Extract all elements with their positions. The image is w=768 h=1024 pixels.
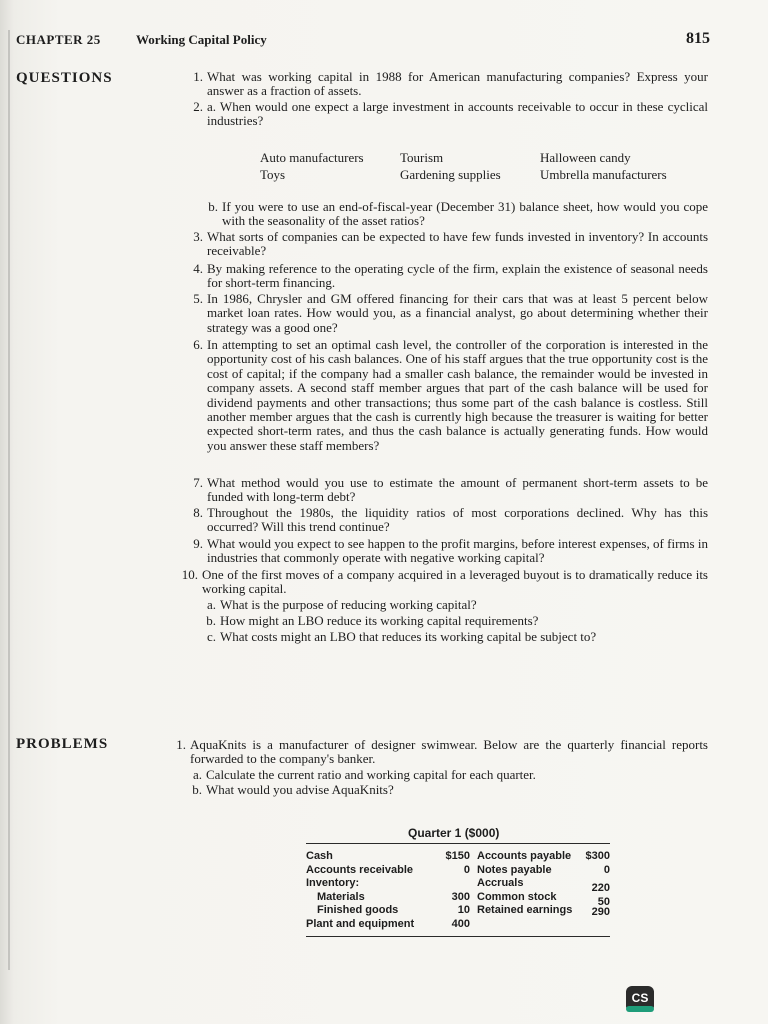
question-item xyxy=(193,536,708,566)
industry-item: Tourism xyxy=(400,150,444,165)
liability-label: Common stock xyxy=(477,890,557,903)
question-item xyxy=(193,337,708,453)
question-item xyxy=(206,597,708,612)
problem-item xyxy=(192,782,708,797)
asset-value: 0 xyxy=(463,863,470,876)
asset-label: Finished goods xyxy=(317,904,399,916)
industry-item: Halloween candy xyxy=(540,150,631,165)
liability-value: 0 xyxy=(603,863,610,876)
question-item xyxy=(193,99,708,129)
problem-text: Calculate the current ratio and working capital for each quarter. xyxy=(206,767,536,782)
liability-value: 290 xyxy=(591,906,610,918)
question-number: c. xyxy=(206,629,216,644)
question-number: 1. xyxy=(193,69,203,84)
question-text: One of the first moves of a company acquired in a leveraged buyout is to dramatically reduce its working capital. xyxy=(202,567,708,597)
liability-label: Accruals xyxy=(477,877,524,889)
question-number: 8. xyxy=(193,505,203,520)
question-text: Throughout the 1980s, the liquidity ratios of most corporations declined. Why has this occurred? Will this trend continue? xyxy=(207,505,708,535)
industry-item: Gardening supplies xyxy=(400,167,501,182)
industry-item: Auto manufacturers xyxy=(260,150,364,165)
chapter-title: Working Capital Policy xyxy=(136,32,267,47)
asset-label: Cash xyxy=(306,850,333,862)
question-number: b. xyxy=(206,613,216,628)
industry-item: Toys xyxy=(260,167,286,182)
problem-number: 1. xyxy=(176,737,186,752)
question-item xyxy=(181,567,708,597)
asset-label: Accounts receivable xyxy=(306,863,413,876)
liability-label: Notes payable xyxy=(477,863,552,876)
problem-number: b. xyxy=(192,782,202,797)
problem-item xyxy=(176,737,708,767)
asset-label: Inventory: xyxy=(306,877,360,889)
liability-value: $300 xyxy=(585,850,610,862)
question-text: What sorts of companies can be expected to have few funds invested in inventory? In accounts receivable? xyxy=(207,229,708,259)
industry-item: Umbrella manufacturers xyxy=(540,167,667,182)
questions-heading: QUESTIONS xyxy=(16,70,113,86)
question-item xyxy=(193,229,708,259)
asset-value: 300 xyxy=(451,890,470,903)
question-text: What is the purpose of reducing working capital? xyxy=(220,597,477,612)
question-text: a. When would one expect a large investment in accounts receivable to occur in these cyclical industries? xyxy=(207,99,708,129)
page-number: 815 xyxy=(686,30,710,47)
logo-text: CS xyxy=(631,991,649,1005)
question-text: What method would you use to estimate the amount of permanent short-term assets to be funded with long-term debt? xyxy=(207,475,708,505)
question-text: What was working capital in 1988 for American manufacturing companies? Express your answer as a fraction of assets. xyxy=(207,69,708,99)
question-item xyxy=(193,505,708,535)
page-gutter-shadow xyxy=(8,30,10,970)
table-title: Quarter 1 ($000) xyxy=(408,826,500,840)
question-number: 7. xyxy=(193,475,203,490)
problem-item xyxy=(192,767,708,782)
question-text: If you were to use an end-of-fiscal-year (December 31) balance sheet, how would you cope with the seasonality of the asset ratios? xyxy=(222,199,708,229)
question-text: By making reference to the operating cycle of the firm, explain the existence of seasonal needs for short-term financing. xyxy=(207,261,708,291)
problem-number: a. xyxy=(192,767,202,782)
problem-text: What would you advise AquaKnits? xyxy=(206,782,394,797)
problems-heading: PROBLEMS xyxy=(16,736,109,752)
question-item xyxy=(193,475,708,505)
question-item xyxy=(206,613,708,628)
question-text: In attempting to set an optimal cash level, the controller of the corporation is interested in the opportunity cost of his cash balances. One of his staff argues that the true opportunity cost is the cost of capital; if the company had a smaller cash balance, the remainder would be invested in company assets. A second staff member argues that part of the cash balance will be used for dividend payments and other transactions; thus some part of the cash balance is costless. Still another member argues that the cash is currently high because the treasurer is waiting for better expected short-term rates, and thus the cash balance is actually generating funds. How would you answer these staff members? xyxy=(207,337,708,453)
asset-value: 10 xyxy=(457,904,470,916)
question-number: 6. xyxy=(193,337,203,352)
question-text: What costs might an LBO that reduces its working capital be subject to? xyxy=(220,629,597,644)
question-item xyxy=(208,199,708,229)
liability-value: 50 xyxy=(597,895,610,908)
asset-value: 400 xyxy=(451,917,470,930)
asset-label: Materials xyxy=(317,890,365,903)
question-number: 3. xyxy=(193,229,203,244)
chapter-label: CHAPTER 25 xyxy=(16,32,101,47)
asset-value: $150 xyxy=(445,850,470,862)
liability-value: 220 xyxy=(591,882,610,894)
liability-label: Retained earnings xyxy=(477,904,573,916)
question-number: b. xyxy=(208,199,218,214)
question-number: 5. xyxy=(193,291,203,306)
question-item xyxy=(193,261,708,291)
asset-label: Plant and equipment xyxy=(306,917,415,930)
page-header xyxy=(16,32,710,52)
question-number: 10. xyxy=(181,567,198,582)
question-number: 4. xyxy=(193,261,203,276)
question-number: 2. xyxy=(193,99,203,114)
question-item xyxy=(193,291,708,335)
table-top-rule xyxy=(306,843,610,844)
question-item xyxy=(206,629,708,644)
liability-label: Accounts payable xyxy=(477,850,572,862)
problem-text: AquaKnits is a manufacturer of designer swimwear. Below are the quarterly financial reports forwarded to the company's banker. xyxy=(190,737,708,767)
question-text: In 1986, Chrysler and GM offered financing for their cars that was at least 5 percent below market loan rates. How would you, as a financial analyst, go about determining whether their strategy was a good one? xyxy=(207,291,708,335)
camscanner-logo-icon xyxy=(625,985,655,1013)
question-number: 9. xyxy=(193,536,203,551)
question-text: How might an LBO reduce its working capital requirements? xyxy=(220,613,539,628)
question-text: What would you expect to see happen to the profit margins, before interest expenses, of firms in industries that commonly operate with negative working capital? xyxy=(207,536,708,566)
table-bottom-rule xyxy=(306,936,610,937)
question-number: a. xyxy=(206,597,216,612)
question-item xyxy=(193,69,708,99)
